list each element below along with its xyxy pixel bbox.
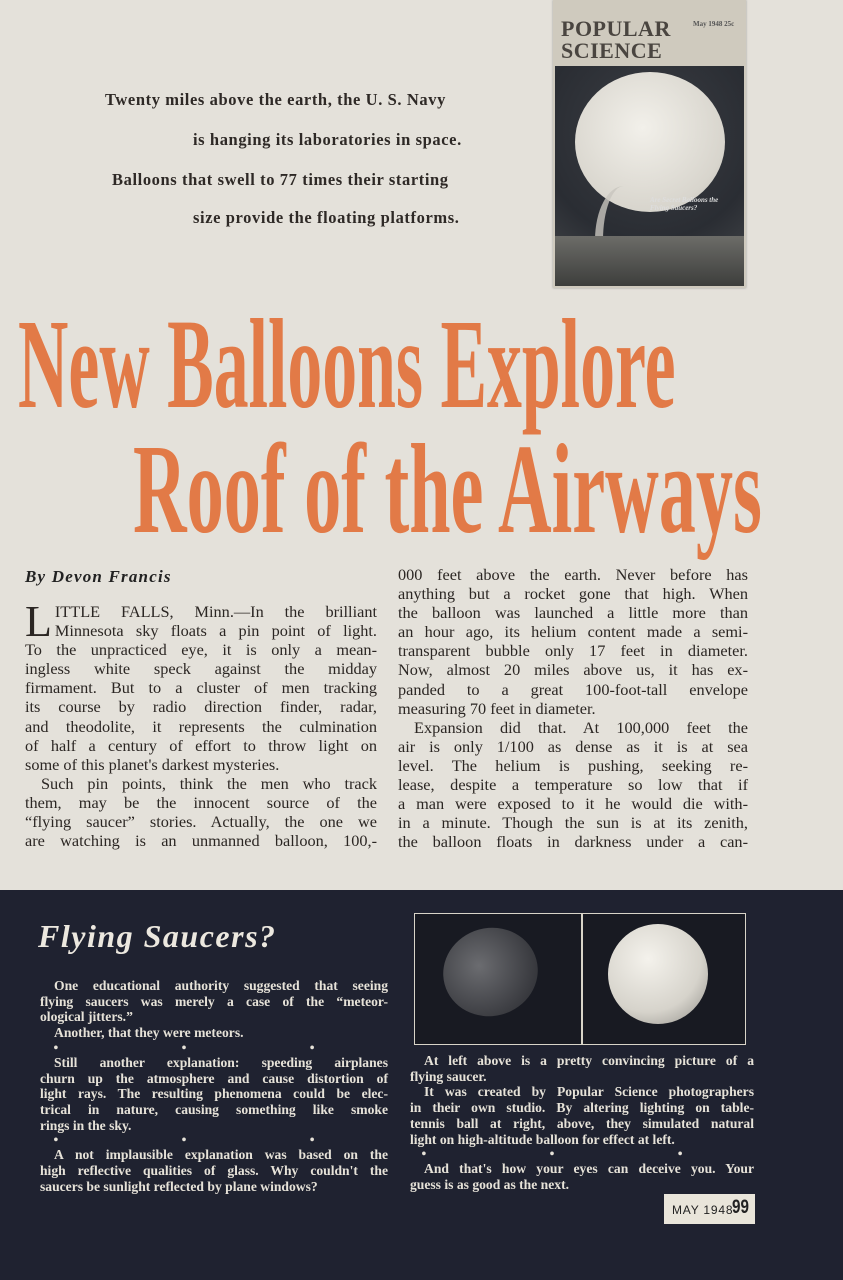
text-line: the balloon floats in darkness under a can-: [398, 832, 748, 852]
text-line: transparent bubble only 17 feet in diameter.: [398, 641, 748, 661]
saucer-photo-pair: [414, 913, 746, 1045]
text-line: light rays. The resulting phenomena could be elec-: [40, 1086, 388, 1102]
text-line: Another, that they were meteors.: [54, 1025, 244, 1041]
text-line: in a minute. Though the sun is at its zenith,: [398, 813, 748, 833]
text-line: lease, despite a temperature so low that if: [398, 775, 748, 795]
text-line: To the unpracticed eye, it is only a mean-: [25, 640, 377, 660]
column-lines: [398, 565, 748, 851]
text-line: One educational authority suggested that seeing: [54, 978, 388, 993]
text-line: are watching is an unmanned balloon, 100,-: [25, 831, 377, 851]
saucer-photo-left: [433, 917, 548, 1027]
text-line: some of this planet's darkest mysteries.: [25, 754, 280, 774]
cover-date: May 1948 25c: [693, 20, 735, 28]
masthead-line: POPULAR: [561, 16, 671, 41]
text-line: them, may be the innocent source of the: [25, 792, 377, 812]
text-line: and theodolite, it represents the culmination: [25, 716, 377, 736]
text-line: anything but a rocket gone that high. When: [398, 584, 748, 604]
section-divider-dots: • • •: [53, 1132, 375, 1148]
photo-divider: [581, 914, 583, 1044]
text-line: ological jitters.”: [40, 1009, 133, 1025]
text-line: panded to a great 100-foot-tall envelope: [398, 679, 748, 699]
earth-surface: [555, 236, 744, 286]
cover-caption: Are Secret Balloons the Flying Saucers?: [650, 196, 719, 212]
drop-cap: L: [25, 597, 52, 646]
text-line: ITTLE FALLS, Minn.—In the brilliant: [54, 602, 377, 621]
balloon-shape: [575, 72, 725, 212]
text-line: Minnesota sky floats a pin point of light.: [54, 621, 377, 641]
section-divider-dots: • • •: [53, 1039, 375, 1055]
headline-line-1: New Balloons Explore: [18, 293, 676, 435]
text-line: “flying saucer” stories. Actually, the one we: [25, 812, 377, 832]
text-line: ingless white speck against the midday: [25, 659, 377, 679]
article-column-1: [25, 597, 377, 851]
text-line: flying saucer.: [410, 1068, 487, 1084]
text-line: trical in nature, causing something like smoke: [40, 1101, 388, 1117]
text-line: churn up the atmosphere and cause distortion of: [40, 1070, 388, 1086]
text-line: firmament. But to a cluster of men tracking: [25, 678, 377, 698]
text-line: the balloon was launched a little more than: [398, 603, 748, 623]
text-line: light on high-altitude balloon for effect at left.: [410, 1131, 675, 1147]
text-line: Expansion did that. At 100,000 feet the: [414, 717, 748, 737]
text-line: of half a century of effort to throw light on: [25, 735, 377, 755]
magazine-cover-image: [553, 0, 746, 288]
text-line: in their own studio. By altering lighting on table-: [410, 1100, 754, 1116]
text-line: At left above is a pretty convincing picture of a: [424, 1053, 754, 1068]
page-number-badge: [664, 1194, 755, 1224]
text-line: rings in the sky.: [40, 1117, 132, 1133]
text-line: Now, almost 20 miles above us, it has ex-: [398, 660, 748, 680]
sidebar-right-column: [410, 1053, 754, 1193]
text-line: its course by radio direction finder, radar,: [25, 697, 377, 717]
text-line: saucers be sunlight reflected by plane windows?: [40, 1178, 318, 1194]
text-line: high reflective qualities of glass. Why couldn't the: [40, 1163, 388, 1179]
text-line: A not implausible explanation was based on the: [54, 1147, 388, 1163]
intro-line: size provide the floating platforms.: [193, 208, 460, 227]
text-line: tennis ball at right, above, they simulated natural: [410, 1115, 754, 1131]
intro-line: Twenty miles above the earth, the U. S. Navy: [105, 90, 446, 109]
intro-line: Balloons that swell to 77 times their starting: [112, 170, 449, 189]
page-number: 99: [732, 1197, 749, 1218]
text-line: flying saucers was merely a case of the “meteor-: [40, 993, 388, 1009]
intro-line: is hanging its laboratories in space.: [193, 130, 462, 149]
table-tennis-ball-photo: [608, 924, 708, 1024]
text-line: Still another explanation: speeding airplanes: [54, 1054, 388, 1070]
text-line: an hour ago, its helium content made a semi-: [398, 622, 748, 642]
text-line: air is only 1/100 as dense as it is at sea: [398, 736, 748, 756]
text-line: level. The helium is pushing, seeking re-: [398, 755, 748, 775]
masthead-line: SCIENCE: [561, 38, 663, 63]
sidebar-title: Flying Saucers?: [38, 918, 277, 954]
section-divider-dots: • • •: [421, 1146, 743, 1162]
text-line: guess is as good as the next.: [410, 1176, 569, 1192]
text-line: 000 feet above the earth. Never before has: [398, 565, 748, 584]
issue-date: MAY 1948: [672, 1203, 734, 1217]
text-line: Such pin points, think the men who track: [41, 773, 377, 793]
article-column-2: [398, 565, 748, 851]
text-line: measuring 70 feet in diameter.: [398, 698, 596, 718]
text-line: It was created by Popular Science photographers: [424, 1084, 754, 1100]
headline-line-2: Roof of the Airways: [133, 418, 762, 560]
text-line: And that's how your eyes can deceive you. Your: [424, 1161, 754, 1177]
byline: By Devon Francis: [25, 567, 172, 586]
text-line: a man were exposed to it he would die with-: [398, 794, 748, 814]
balloon-illustration: [555, 66, 744, 286]
column-lines: [25, 597, 377, 851]
cover-masthead: [561, 18, 671, 62]
sidebar-left-column: [40, 978, 388, 1194]
